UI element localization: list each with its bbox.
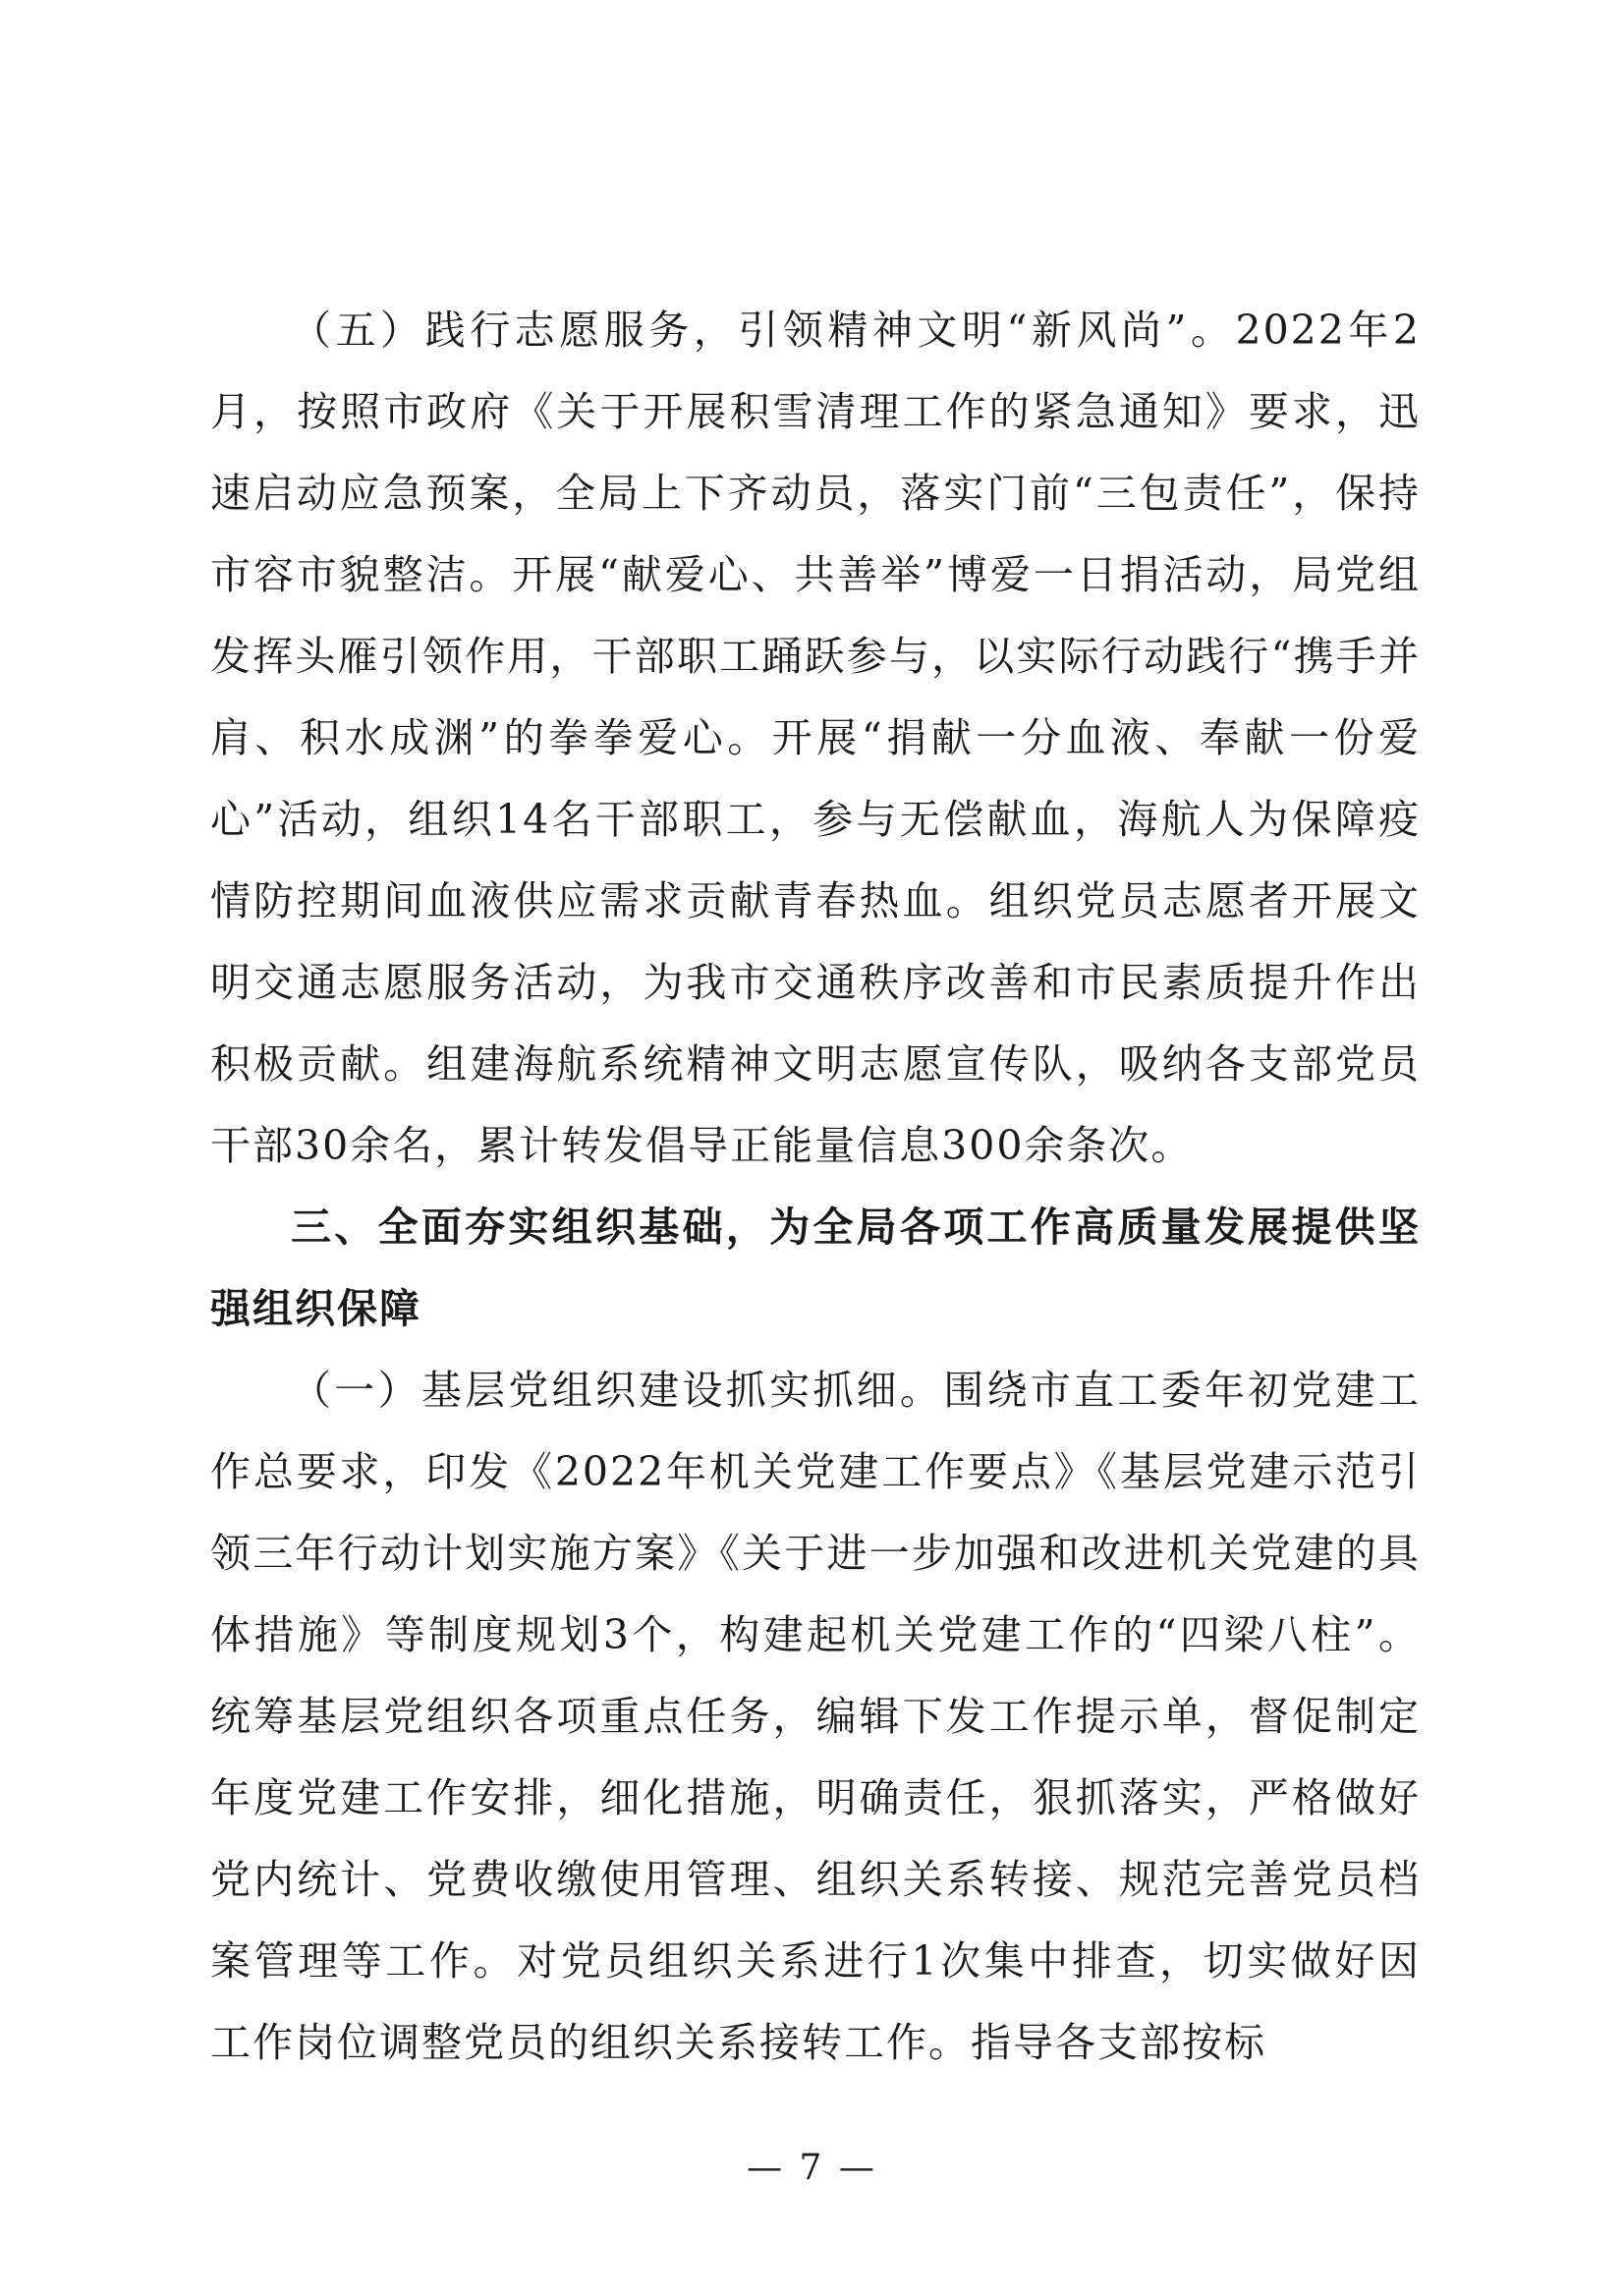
section-heading-organization: 三、全面夯实组织基础，为全局各项工作高质量发展提供坚强组织保障 [210,1203,1421,1332]
page-number: — 7 — [747,2148,877,2188]
paragraph-grassroots-party: （一）基层党组织建设抓实抓细。围绕市直工委年初党建工作总要求，印发《2022年机关党建工作要点》《基层党建示范引领三年行动计划实施方案》《关于进一步加强和改进机关党建的具体措施》等制度规划3个，构建起机关党建工作的“四梁八柱”。统筹基层党组织各项重点任务，编辑下发工作提示单，督促制定年度党建工作安排，细化措施，明确责任，狠抓落实，严格做好党内统计、党费收缴使用管理、组织关系转接、规范完善党员档案管理等工作。对党员组织关系进行1次集中排查，切实做好因工作岗位调整党员的组织关系接转工作。指导各支部按标 [210,1367,1421,2066]
paragraph-volunteer-service: （五）践行志愿服务，引领精神文明“新风尚”。2022年2月，按照市政府《关于开展积雪清理工作的紧急通知》要求，迅速启动应急预案，全局上下齐动员，落实门前“三包责任”，保持市容市貌整洁。开展“献爱心、共善举”博爱一日捐活动，局党组发挥头雁引领作用，干部职工踊跃参与，以实际行动践行“携手并肩、积水成渊”的拳拳爱心。开展“捐献一分血液、奉献一份爱心”活动，组织14名干部职工，参与无偿献血，海航人为保障疫情防控期间血液供应需求贡献青春热血。组织党员志愿者开展文明交通志愿服务活动，为我市交通秩序改善和市民素质提升作出积极贡献。组建海航系统精神文明志愿宣传队，吸纳各支部党员干部30余名，累计转发倡导正能量信息300余条次。 [210,307,1421,1169]
document-body [210,290,1421,2084]
